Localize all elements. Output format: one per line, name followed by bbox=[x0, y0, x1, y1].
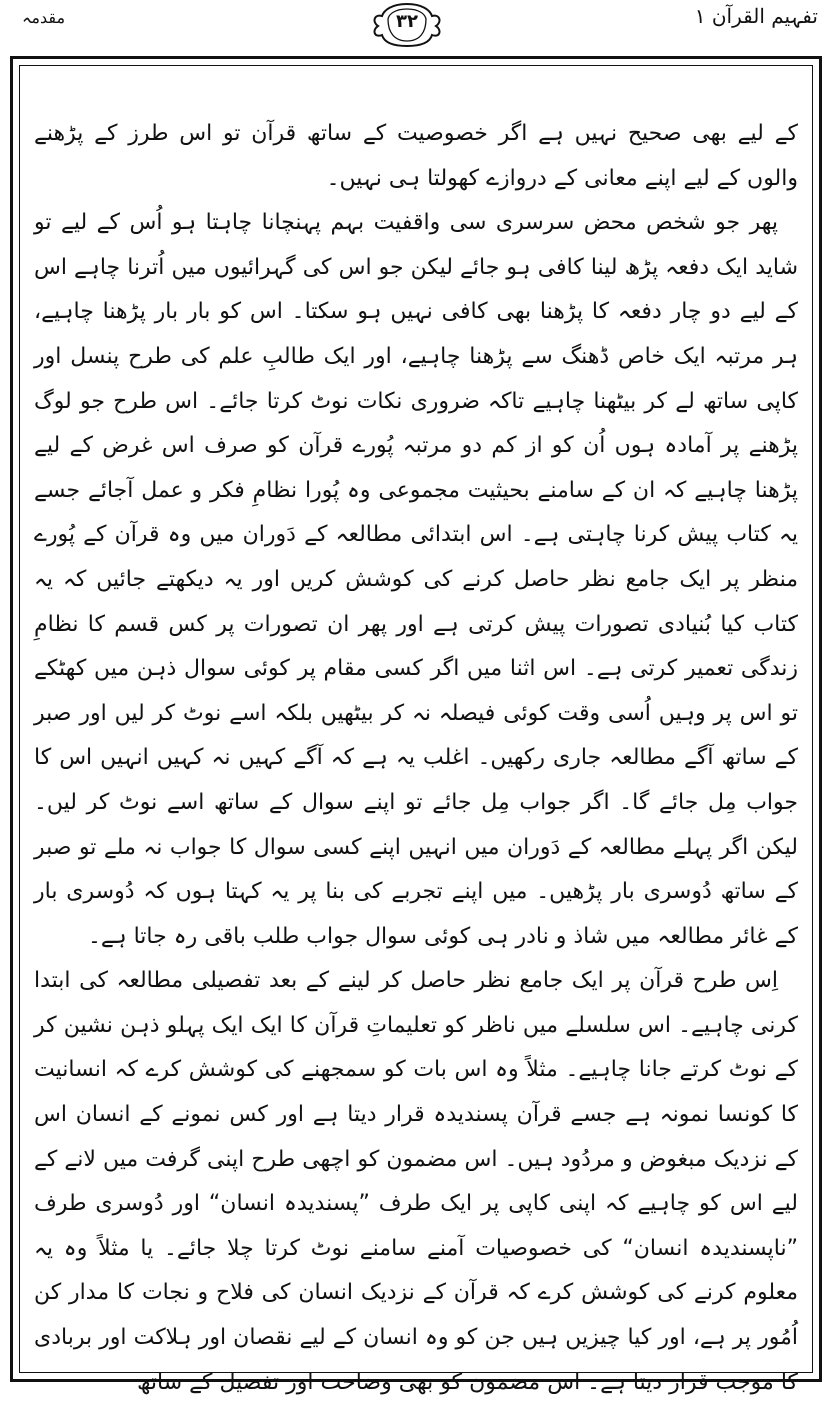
section-title: مقدمہ bbox=[22, 8, 66, 27]
body-text bbox=[34, 112, 799, 1395]
page-number: ۳۲ bbox=[396, 11, 418, 32]
paragraph-1: کے لیے بھی صحیح نہیں ہے اگر خصوصیت کے ساتھ قرآن تو اس طرز کے پڑھنے والوں کے لیے اپنے معانی کے دروازے کھولتا ہی نہیں۔ bbox=[34, 121, 798, 191]
paragraph-2: پھر جو شخص محض سرسری سی واقفیت بہم پہنچانا چاہتا ہو اُس کے لیے تو شاید ایک دفعہ پڑھ لینا کافی ہو جائے لیکن جو اس کی گہرائیوں میں اُترنا چاہے اس کے لیے دو چار دفعہ کا پڑھنا بھی کافی نہیں ہو سکتا۔ اس کو بار بار پڑھنا چاہیے، ہر مرتبہ ایک خاص ڈھنگ سے پڑھنا چاہیے، اور ایک طالبِ علم کی طرح پنسل اور کاپی ساتھ لے کر بیٹھنا چاہیے تاکہ ضروری نکات نوٹ کرتا جائے۔ اس طرح جو لوگ پڑھنے پر آمادہ ہوں اُن کو از کم دو مرتبہ پُورے قرآن کو صرف اس غرض کے لیے پڑھنا چاہیے کہ ان کے سامنے بحیثیت مجموعی وہ پُورا نظامِ فکر و عمل آجائے جسے یہ کتاب پیش کرنا چاہتی ہے۔ اس ابتدائی مطالعہ کے دَوران میں وہ قرآن کے پُورے منظر پر ایک جامع نظر حاصل کرنے کی کوشش کریں اور یہ دیکھتے جائیں کہ یہ کتاب کیا بُنیادی تصورات پیش کرتی ہے اور پھر ان تصورات پر کس قسم کا نظامِ زندگی تعمیر کرتی ہے۔ اس اثنا میں اگر کسی مقام پر کوئی سوال ذہن میں کھٹکے تو اس پر وہیں اُسی وقت کوئی فیصلہ نہ کر بیٹھیں بلکہ اسے نوٹ کر لیں اور صبر کے ساتھ آگے مطالعہ جاری رکھیں۔ اغلب یہ ہے کہ آگے کہیں نہ کہیں انہیں اس کا جواب مِل جائے گا۔ اگر جواب مِل جائے تو اپنے سوال کے ساتھ اسے نوٹ کر لیں۔ لیکن اگر پہلے مطالعہ کے دَوران میں انہیں اپنے کسی سوال کا جواب نہ ملے تو صبر کے ساتھ دُوسری بار پڑھیں۔ میں اپنے تجربے کی بنا پر یہ کہتا ہوں کہ دُوسری بار کے غائر مطالعہ میں شاذ و نادر ہی کوئی سوال جواب طلب باقی رہ جاتا ہے۔ bbox=[34, 210, 798, 949]
page-header bbox=[0, 0, 832, 60]
book-title: تفہیم القرآن ۱ bbox=[694, 4, 818, 28]
page-number-badge bbox=[370, 2, 444, 46]
paragraph-3: اِس طرح قرآن پر ایک جامع نظر حاصل کر لینے کے بعد تفصیلی مطالعہ کی ابتدا کرنی چاہیے۔ اس سلسلے میں ناظر کو تعلیماتِ قرآن کا ایک ایک پہلو ذہن نشین کر کے نوٹ کرتے جانا چاہیے۔ مثلاً وہ اس بات کو سمجھنے کی کوشش کرے کہ انسانیت کا کونسا نمونہ ہے جسے قرآن پسندیدہ قرار دیتا ہے اور کس نمونے کے انسان اس کے نزدیک مبغوض و مردُود ہیں۔ اس مضمون کو اچھی طرح اپنی گرفت میں لانے کے لیے اس کو چاہیے کہ اپنی کاپی پر ایک طرف ”پسندیدہ انسان“ اور دُوسری طرف ”ناپسندیدہ انسان“ کی خصوصیات آمنے سامنے نوٹ کرتا چلا جائے۔ یا مثلاً وہ یہ معلوم کرنے کی کوشش کرے کہ قرآن کے نزدیک انسان کی فلاح و نجات کا مدار کن اُمُور پر ہے، اور کیا چیزیں ہیں جن کو وہ انسان کے لیے نقصان اور ہلاکت اور بربادی کا موجب قرار دیتا ہے۔ اس مضمون کو بھی وضاحت اور تفصیل کے ساتھ bbox=[34, 968, 799, 1395]
